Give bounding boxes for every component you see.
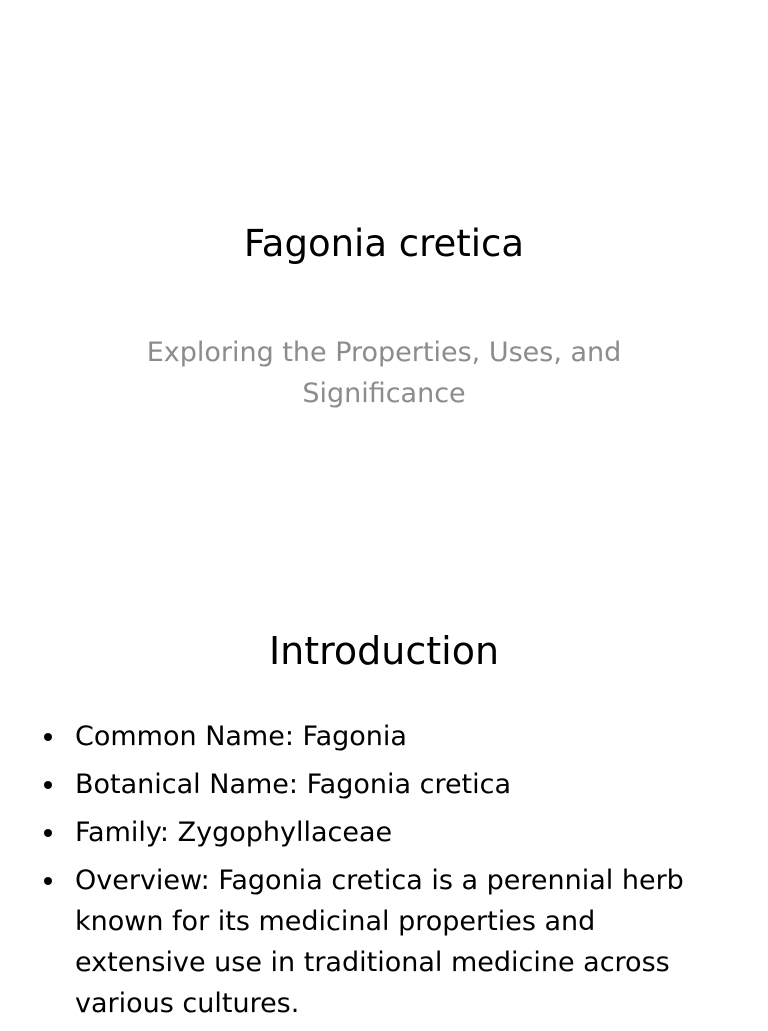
bullet-item	[38, 764, 718, 805]
bullet-dot-icon	[44, 877, 52, 885]
bullet-text: Family: Zygophyllaceae	[75, 817, 393, 848]
bullet-dot-icon	[44, 781, 52, 789]
slide-title: Fagonia cretica	[243, 222, 525, 265]
bullet-text: Overview: Fagonia cretica is a perennial herb known for its medicinal properties and extensive use in traditional medicine across various cultures.	[75, 865, 684, 1019]
section-title: Introduction	[268, 629, 500, 673]
bullet-text: Common Name: Fagonia	[75, 721, 407, 752]
introduction-slide	[0, 576, 768, 1024]
slide-subtitle: Exploring the Properties, Uses, and Significance	[146, 337, 622, 409]
bullet-dot-icon	[44, 829, 52, 837]
bullet-item	[38, 812, 718, 853]
bullet-list	[38, 716, 718, 1031]
bullet-item	[38, 716, 718, 757]
bullet-item	[38, 860, 718, 1024]
bullet-dot-icon	[44, 733, 52, 741]
bullet-text: Botanical Name: Fagonia cretica	[75, 769, 512, 800]
